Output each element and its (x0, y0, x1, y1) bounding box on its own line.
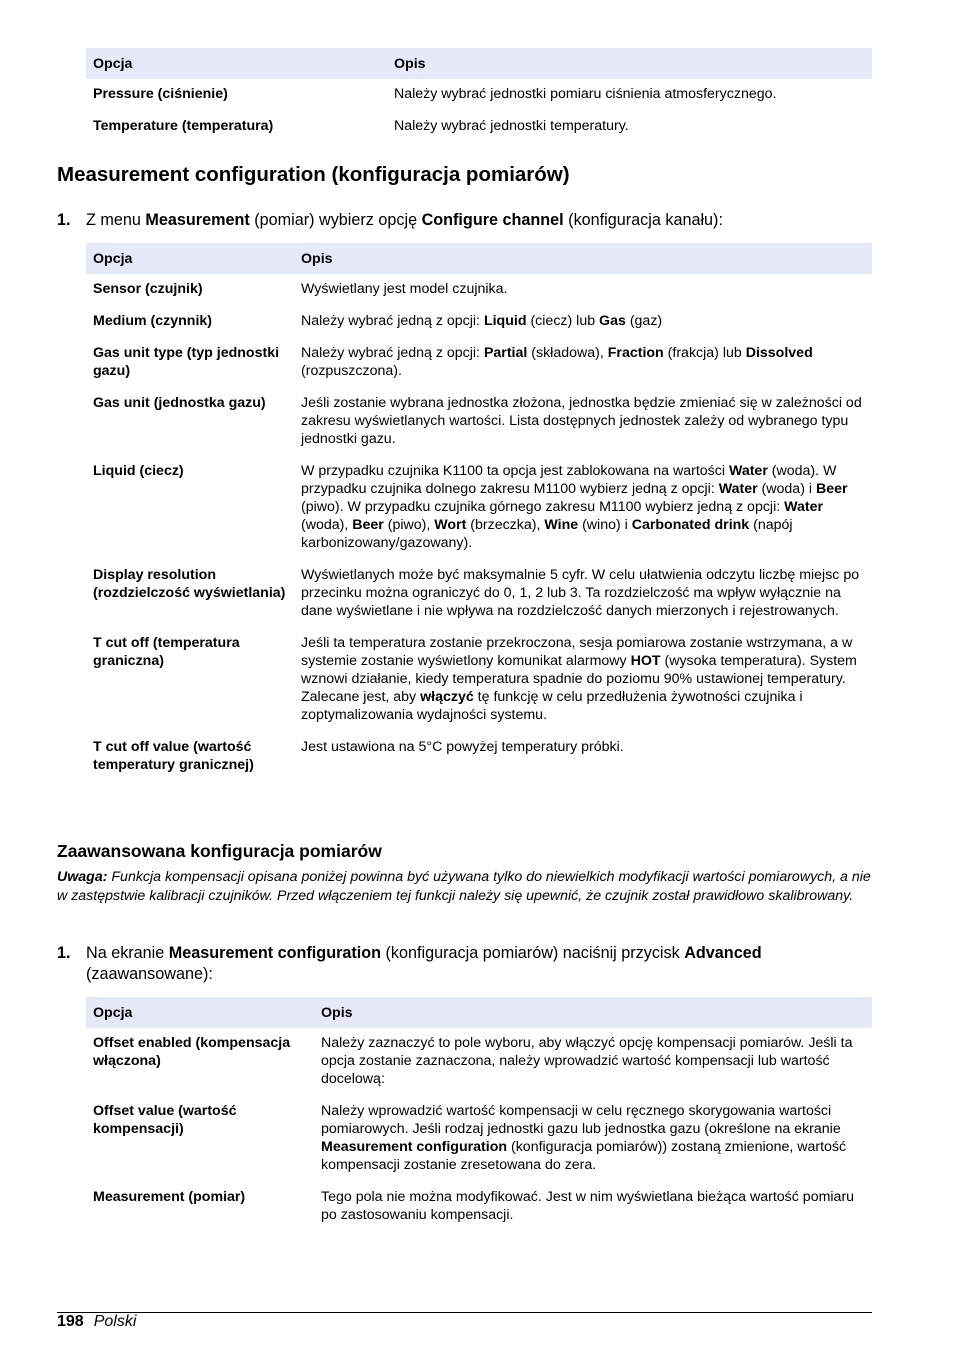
table-row (86, 1028, 872, 1096)
column-header-description: Opis (314, 997, 872, 1028)
emphasized-term: Fraction (607, 345, 664, 361)
table-row (86, 732, 872, 782)
table-row (86, 1182, 872, 1232)
option-description (314, 1096, 872, 1182)
option-name: Medium (czynnik) (93, 313, 213, 329)
column-header-description: Opis (387, 48, 872, 79)
page-number: 198 (57, 1313, 84, 1330)
table-row (86, 79, 872, 111)
footer-language: Polski (93, 1313, 137, 1330)
emphasized-term: Wine (544, 517, 579, 533)
table-header-row (86, 997, 872, 1028)
emphasized-term: Wort (434, 517, 467, 533)
option-name: Pressure (ciśnienie) (93, 86, 228, 102)
description-text: (piwo), (383, 517, 435, 533)
description-text: Jeśli ta temperatura zostanie przekroczona, sesja pomiarowa zostanie wstrzymana, a w systemie zostanie wyświetlony komunikat alarmowy (301, 635, 853, 669)
option-name: Liquid (ciecz) (93, 463, 184, 479)
emphasized-term: Beer (352, 517, 384, 533)
option-name: Gas unit type (typ jednostki gazu) (93, 345, 280, 379)
option-description (294, 338, 872, 388)
emphasized-term: Water (728, 463, 768, 479)
emphasized-term: Dissolved (745, 345, 813, 361)
description-text: (frakcja) lub (663, 345, 746, 361)
option-description (294, 306, 872, 338)
table-row (86, 306, 872, 338)
emphasized-term: Partial (483, 345, 528, 361)
description-text: (wino) i (578, 517, 632, 533)
description-text: (woda) i (757, 481, 816, 497)
description-text: (woda), (301, 517, 353, 533)
description-text: (rozpuszczona). (301, 363, 402, 379)
section-title-advanced-configuration: Zaawansowana konfiguracja pomiarów (57, 841, 382, 861)
note-text: Funkcja kompensacji opisana poniżej powinna być używana tylko do niewielkich modyfikacji wartości pomiarowych, a nie w zastępstwie kalibracji czujników. Przed włączeniem tej funkcji należy się upewnić, że czujnik został prawidłowo skalibrowany. (57, 869, 871, 904)
description-text: Tego pola nie można modyfikować. Jest w nim wyświetlana bieżąca wartość pomiaru po zastosowaniu kompensacji. (321, 1189, 855, 1223)
table-row (86, 338, 872, 388)
table-row (86, 456, 872, 560)
description-text: (piwo). W przypadku czujnika górnego zakresu M1100 wybierz jedną z opcji: (301, 499, 785, 515)
emphasized-term: Beer (815, 481, 848, 497)
option-name: Sensor (czujnik) (93, 281, 203, 297)
table-row (86, 274, 872, 306)
emphasized-term: Gas (599, 313, 626, 329)
emphasized-term: Liquid (483, 313, 527, 329)
description-text: (wysoka temperatura). System wznowi działanie, kiedy temperatura spadnie do poziomu 90% ustawionej temperatury. Zalecane jest, aby (301, 653, 857, 705)
note (57, 868, 872, 905)
option-description: Należy wybrać jednostki temperatury. (394, 118, 629, 134)
option-name: Temperature (temperatura) (93, 118, 274, 134)
option-name: Measurement (pomiar) (93, 1189, 246, 1205)
footer-divider (57, 1312, 872, 1313)
table-row (86, 1096, 872, 1182)
step-number: 1. (57, 944, 71, 962)
column-header-option: Opcja (86, 48, 387, 79)
option-name: Display resolution (rozdzielczość wyświetlania) (93, 567, 286, 601)
options-table-advanced (86, 997, 872, 1232)
options-table-channel (86, 243, 872, 782)
description-text: (brzeczka), (466, 517, 545, 533)
option-description: Należy wybrać jednostki pomiaru ciśnienia atmosferycznego. (394, 86, 777, 102)
emphasized-term: Water (784, 499, 824, 515)
description-text: (woda). W przypadku czujnika dolnego zakresu M1100 wybierz jedną z opcji: (301, 463, 837, 497)
step-text: Na ekranie Measurement configuration (konfiguracja pomiarów) naciśnij przycisk Advanced (zaawansowane): (86, 944, 762, 983)
description-text: (konfiguracja pomiarów)) zostaną zmienione, wartość kompensacji zostanie zresetowana do zera. (321, 1139, 847, 1173)
description-text: Jest ustawiona na 5°C powyżej temperatury próbki. (301, 739, 624, 755)
note-label: Uwaga: (57, 869, 108, 885)
option-name: T cut off value (wartość temperatury granicznej) (93, 739, 254, 773)
option-description (294, 560, 872, 628)
option-description (294, 388, 872, 456)
options-table-top (86, 48, 872, 143)
emphasized-term: Carbonated drink (631, 517, 750, 533)
option-name: Offset value (wartość kompensacji) (93, 1103, 237, 1137)
option-description (314, 1028, 872, 1096)
column-header-option: Opcja (86, 997, 314, 1028)
table-row (86, 560, 872, 628)
description-text: Wyświetlanych może być maksymalnie 5 cyfr. W celu ułatwienia odczytu liczbę miejsc po przecinku można ograniczyć do 0, 1, 2 lub 3. Ta rozdzielczość ma wpływ wyłącznie na dane wyświetlane i nie wpływa na rozdzielczość danych mierzonych i rejestrowanych. (301, 567, 860, 619)
description-text: Należy wybrać jedną z opcji: (301, 313, 484, 329)
option-name: Offset enabled (kompensacja włączona) (93, 1035, 291, 1069)
description-text: tę funkcję w celu przedłużenia żywotności czujnika i zoptymalizowania wydajności systemu. (301, 689, 803, 723)
option-name: Gas unit (jednostka gazu) (93, 395, 266, 411)
description-text: (składowa), (527, 345, 608, 361)
description-text: (napój karbonizowany/gazowany). (301, 517, 793, 551)
description-text: Wyświetlany jest model czujnika. (301, 281, 508, 297)
emphasized-term: HOT (630, 653, 661, 669)
emphasized-term: Measurement configuration (321, 1139, 508, 1155)
description-text: Należy wybrać jedną z opcji: (301, 345, 484, 361)
description-text: (ciecz) lub (526, 313, 600, 329)
page-footer (57, 1312, 136, 1332)
column-header-description: Opis (294, 243, 872, 274)
table-row (86, 628, 872, 732)
section-title-measurement-configuration: Measurement configuration (konfiguracja pomiarów) (57, 163, 570, 186)
description-text: Należy wprowadzić wartość kompensacji w celu ręcznego skorygowania wartości pomiarowych. Jeśli rodzaj jednostki gazu lub jednostka gazu (określone na ekranie (321, 1103, 841, 1137)
description-text: Należy zaznaczyć to pole wyboru, aby włączyć opcję kompensacji pomiarów. Jeśli ta opcja zostanie zaznaczona, należy wprowadzić wartość kompensacji lub wartość docelową: (321, 1035, 853, 1087)
table-header-row (86, 243, 872, 274)
option-name: T cut off (temperatura graniczna) (93, 635, 240, 669)
table-row (86, 111, 872, 143)
description-text: W przypadku czujnika K1100 ta opcja jest zablokowana na wartości (301, 463, 729, 479)
step-number: 1. (57, 211, 71, 229)
option-description (294, 456, 872, 560)
step-text: Z menu Measurement (pomiar) wybierz opcję Configure channel (konfiguracja kanału): (86, 211, 723, 229)
table-header-row (86, 48, 872, 79)
table-row (86, 388, 872, 456)
option-description (314, 1182, 872, 1232)
option-description (294, 732, 872, 782)
emphasized-term: Water (718, 481, 758, 497)
option-description (294, 274, 872, 306)
option-description (294, 628, 872, 732)
column-header-option: Opcja (86, 243, 294, 274)
description-text: Jeśli zostanie wybrana jednostka złożona, jednostka będzie zmieniać się w zależności od zakresu wyświetlanych wartości. Lista dostępnych jednostek zależy od wybranego typu jednostki gazu. (301, 395, 862, 447)
description-text: (gaz) (625, 313, 663, 329)
emphasized-term: włączyć (420, 689, 474, 705)
